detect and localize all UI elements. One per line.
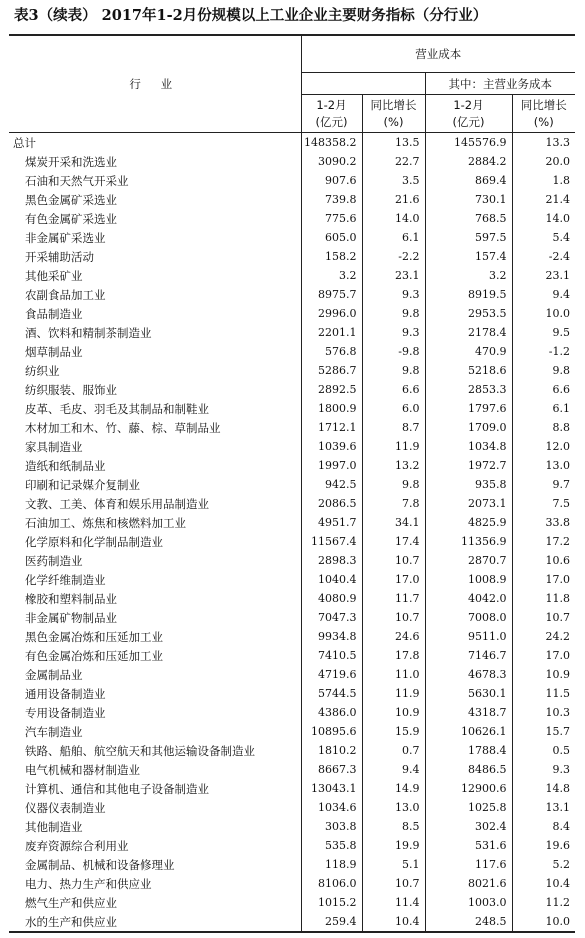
main-cost-value-cell: 4042.0 [425,589,512,608]
industry-name-cell: 其他制造业 [9,817,301,836]
table-row [9,589,575,608]
operating-cost-growth-cell: 10.4 [362,912,425,932]
industry-name-cell: 煤炭开采和洗选业 [9,152,301,171]
main-cost-growth-cell: 23.1 [512,266,575,285]
main-cost-value-cell: 2953.5 [425,304,512,323]
operating-cost-growth-cell: 11.4 [362,893,425,912]
operating-cost-value-cell: 7410.5 [301,646,362,665]
operating-cost-growth-cell: 7.8 [362,494,425,513]
table-row [9,513,575,532]
operating-cost-growth-cell: 17.4 [362,532,425,551]
operating-cost-value-cell: 2892.5 [301,380,362,399]
table-header [9,35,575,133]
operating-cost-growth-cell: 19.9 [362,836,425,855]
operating-cost-value-cell: 1034.6 [301,798,362,817]
operating-cost-growth-cell: 10.7 [362,874,425,893]
operating-cost-value-cell: 739.8 [301,190,362,209]
main-cost-growth-cell: 5.2 [512,855,575,874]
table-row [9,722,575,741]
operating-cost-value-cell: 2996.0 [301,304,362,323]
table-row [9,342,575,361]
industry-name-cell: 烟草制品业 [9,342,301,361]
industry-name-cell: 有色金属冶炼和压延加工业 [9,646,301,665]
main-cost-value-cell: 2178.4 [425,323,512,342]
main-cost-value-cell: 4318.7 [425,703,512,722]
operating-cost-value-cell: 1997.0 [301,456,362,475]
operating-cost-growth-cell: 9.4 [362,760,425,779]
operating-cost-growth-cell: 13.0 [362,798,425,817]
operating-cost-growth-cell: 15.9 [362,722,425,741]
operating-cost-growth-cell: 9.8 [362,475,425,494]
operating-cost-value-cell: 2201.1 [301,323,362,342]
main-cost-growth-cell: 10.0 [512,912,575,932]
operating-cost-growth-cell: 17.8 [362,646,425,665]
industry-name-cell: 化学纤维制造业 [9,570,301,589]
total-row [9,133,575,153]
growth-header-1 [362,95,425,133]
main-cost-growth-cell: 10.6 [512,551,575,570]
table-row [9,437,575,456]
table-row [9,380,575,399]
operating-cost-growth-cell: 14.0 [362,209,425,228]
main-cost-growth-cell: 5.4 [512,228,575,247]
industry-name-cell: 食品制造业 [9,304,301,323]
operating-cost-value-cell: 8106.0 [301,874,362,893]
operating-cost-value-cell: 942.5 [301,475,362,494]
industry-name-cell: 非金属矿物制品业 [9,608,301,627]
industry-name-cell: 文教、工美、体育和娱乐用品制造业 [9,494,301,513]
main-cost-value-cell: 2073.1 [425,494,512,513]
table-row [9,152,575,171]
main-cost-growth-cell: 13.0 [512,456,575,475]
operating-cost-growth-cell: 9.8 [362,361,425,380]
table-row [9,912,575,932]
table-row [9,228,575,247]
operating-cost-growth-cell: 3.5 [362,171,425,190]
main-cost-growth-cell: 7.5 [512,494,575,513]
main-cost-growth-cell: 6.6 [512,380,575,399]
table-row [9,551,575,570]
operating-cost-value-cell: 907.6 [301,171,362,190]
industry-name-cell: 金属制品业 [9,665,301,684]
table-row [9,741,575,760]
operating-cost-growth-cell: 9.3 [362,323,425,342]
table-row [9,418,575,437]
operating-cost-value-cell: 4719.6 [301,665,362,684]
main-cost-growth-cell: 21.4 [512,190,575,209]
main-cost-value-cell: 8919.5 [425,285,512,304]
operating-cost-value-cell: 576.8 [301,342,362,361]
main-business-cost-header: 其中：主营业务成本 [425,73,575,95]
main-cost-growth-cell: 12.0 [512,437,575,456]
operating-cost-growth-cell: 13.5 [362,133,425,153]
table-row [9,456,575,475]
operating-cost-spacer [301,73,425,95]
operating-cost-value-cell: 1015.2 [301,893,362,912]
main-cost-growth-cell: 10.7 [512,608,575,627]
main-cost-value-cell: 4678.3 [425,665,512,684]
main-cost-growth-cell: 8.8 [512,418,575,437]
industry-name-cell: 造纸和纸制品业 [9,456,301,475]
table-row [9,836,575,855]
industry-name-cell: 开采辅助活动 [9,247,301,266]
main-cost-growth-cell: -2.4 [512,247,575,266]
operating-cost-growth-cell: 9.3 [362,285,425,304]
main-cost-value-cell: 10626.1 [425,722,512,741]
industry-name-cell: 家具制造业 [9,437,301,456]
main-cost-value-cell: 2853.3 [425,380,512,399]
industry-name-cell: 水的生产和供应业 [9,912,301,932]
main-cost-growth-cell: 10.3 [512,703,575,722]
operating-cost-growth-cell: 11.7 [362,589,425,608]
main-cost-growth-cell: 14.0 [512,209,575,228]
operating-cost-growth-cell: 14.9 [362,779,425,798]
main-cost-value-cell: 597.5 [425,228,512,247]
financial-table [9,34,575,933]
industry-name-cell: 化学原料和化学制品制造业 [9,532,301,551]
industry-name-cell: 通用设备制造业 [9,684,301,703]
operating-cost-growth-cell: -9.8 [362,342,425,361]
main-cost-value-cell: 1797.6 [425,399,512,418]
main-cost-growth-cell: 19.6 [512,836,575,855]
main-cost-growth-cell: 9.8 [512,361,575,380]
main-cost-growth-cell: 1.8 [512,171,575,190]
main-cost-value-cell: 2870.7 [425,551,512,570]
main-cost-value-cell: 5630.1 [425,684,512,703]
industry-name-cell: 有色金属矿采选业 [9,209,301,228]
value-header-label: 1-2月 [453,97,484,112]
table-row [9,570,575,589]
table-row [9,817,575,836]
main-cost-value-cell: 248.5 [425,912,512,932]
industry-name-cell: 纺织服装、服饰业 [9,380,301,399]
table-row [9,266,575,285]
value-header-1 [301,95,362,133]
operating-cost-value-cell: 4080.9 [301,589,362,608]
table-row [9,285,575,304]
operating-cost-growth-cell: 11.9 [362,684,425,703]
growth-header-unit: (%) [533,114,554,129]
main-cost-value-cell: 2884.2 [425,152,512,171]
table-row [9,171,575,190]
main-cost-value-cell: 9511.0 [425,627,512,646]
main-cost-value-cell: 730.1 [425,190,512,209]
operating-cost-growth-cell: 34.1 [362,513,425,532]
industry-name-cell: 印刷和记录媒介复制业 [9,475,301,494]
industry-name-cell: 农副食品加工业 [9,285,301,304]
industry-name-cell: 石油加工、炼焦和核燃料加工业 [9,513,301,532]
table-row [9,475,575,494]
main-cost-value-cell: 1003.0 [425,893,512,912]
industry-name-cell: 黑色金属冶炼和压延加工业 [9,627,301,646]
main-cost-growth-cell: 13.1 [512,798,575,817]
operating-cost-value-cell: 5286.7 [301,361,362,380]
operating-cost-value-cell: 11567.4 [301,532,362,551]
main-cost-value-cell: 935.8 [425,475,512,494]
table-row [9,190,575,209]
industry-name-cell: 专用设备制造业 [9,703,301,722]
operating-cost-growth-cell: 13.2 [362,456,425,475]
operating-cost-growth-cell: 11.9 [362,437,425,456]
operating-cost-value-cell: 303.8 [301,817,362,836]
table-row [9,608,575,627]
main-cost-growth-cell: 24.2 [512,627,575,646]
operating-cost-growth-cell: 10.7 [362,551,425,570]
operating-cost-value-cell: 775.6 [301,209,362,228]
main-cost-value-cell: 1972.7 [425,456,512,475]
industry-name-cell: 木材加工和木、竹、藤、棕、草制品业 [9,418,301,437]
main-cost-growth-cell: 0.5 [512,741,575,760]
operating-cost-growth-cell: 9.8 [362,304,425,323]
operating-cost-growth-cell: 24.6 [362,627,425,646]
operating-cost-growth-cell: 0.7 [362,741,425,760]
operating-cost-value-cell: 1040.4 [301,570,362,589]
value-header-unit: (亿元) [315,114,348,129]
operating-cost-growth-cell: 6.1 [362,228,425,247]
industry-name-cell: 废弃资源综合利用业 [9,836,301,855]
industry-name-cell: 皮革、毛皮、羽毛及其制品和制鞋业 [9,399,301,418]
table-row [9,247,575,266]
value-header-unit: (亿元) [452,114,485,129]
operating-cost-value-cell: 4386.0 [301,703,362,722]
operating-cost-value-cell: 259.4 [301,912,362,932]
operating-cost-value-cell: 3.2 [301,266,362,285]
industry-name-cell: 医药制造业 [9,551,301,570]
main-cost-value-cell: 157.4 [425,247,512,266]
operating-cost-growth-cell: 10.9 [362,703,425,722]
operating-cost-value-cell: 5744.5 [301,684,362,703]
value-header-2 [425,95,512,133]
main-cost-value-cell: 302.4 [425,817,512,836]
industry-name-cell: 铁路、船舶、航空航天和其他运输设备制造业 [9,741,301,760]
table-row [9,779,575,798]
main-cost-value-cell: 1008.9 [425,570,512,589]
operating-cost-growth-cell: 8.5 [362,817,425,836]
table-row [9,874,575,893]
operating-cost-growth-cell: 17.0 [362,570,425,589]
table-row [9,703,575,722]
main-cost-value-cell: 8021.6 [425,874,512,893]
industry-name-cell: 金属制品、机械和设备修理业 [9,855,301,874]
main-cost-value-cell: 145576.9 [425,133,512,153]
main-cost-growth-cell: 6.1 [512,399,575,418]
operating-cost-value-cell: 148358.2 [301,133,362,153]
industry-name-cell: 酒、饮料和精制茶制造业 [9,323,301,342]
operating-cost-value-cell: 7047.3 [301,608,362,627]
main-cost-value-cell: 768.5 [425,209,512,228]
operating-cost-value-cell: 10895.6 [301,722,362,741]
table-row [9,323,575,342]
table-row [9,855,575,874]
main-cost-growth-cell: 9.4 [512,285,575,304]
table-row [9,494,575,513]
growth-header-2 [512,95,575,133]
industry-name-cell: 黑色金属矿采选业 [9,190,301,209]
main-cost-growth-cell: 17.2 [512,532,575,551]
growth-header-label: 同比增长 [370,97,417,112]
main-cost-growth-cell: 9.3 [512,760,575,779]
main-cost-value-cell: 1788.4 [425,741,512,760]
table-row [9,646,575,665]
main-cost-value-cell: 3.2 [425,266,512,285]
main-cost-growth-cell: 33.8 [512,513,575,532]
main-cost-value-cell: 8486.5 [425,760,512,779]
operating-cost-growth-cell: 21.6 [362,190,425,209]
main-cost-growth-cell: 11.2 [512,893,575,912]
main-cost-growth-cell: 20.0 [512,152,575,171]
operating-cost-growth-cell: 6.0 [362,399,425,418]
industry-name-cell: 汽车制造业 [9,722,301,741]
operating-cost-value-cell: 9934.8 [301,627,362,646]
industry-name-cell: 石油和天然气开采业 [9,171,301,190]
operating-cost-value-cell: 118.9 [301,855,362,874]
main-cost-value-cell: 7008.0 [425,608,512,627]
main-cost-value-cell: 531.6 [425,836,512,855]
operating-cost-value-cell: 2086.5 [301,494,362,513]
industry-name-cell: 非金属矿采选业 [9,228,301,247]
main-cost-value-cell: 117.6 [425,855,512,874]
main-cost-value-cell: 12900.6 [425,779,512,798]
main-cost-growth-cell: 10.0 [512,304,575,323]
main-cost-value-cell: 869.4 [425,171,512,190]
main-cost-value-cell: 470.9 [425,342,512,361]
main-cost-growth-cell: 10.9 [512,665,575,684]
operating-cost-value-cell: 1712.1 [301,418,362,437]
table-row [9,798,575,817]
operating-cost-value-cell: 4951.7 [301,513,362,532]
main-cost-value-cell: 4825.9 [425,513,512,532]
main-cost-value-cell: 11356.9 [425,532,512,551]
main-cost-growth-cell: 15.7 [512,722,575,741]
industry-name-cell: 电气机械和器材制造业 [9,760,301,779]
industry-name-cell: 其他采矿业 [9,266,301,285]
main-cost-value-cell: 1709.0 [425,418,512,437]
operating-cost-value-cell: 8975.7 [301,285,362,304]
main-cost-growth-cell: 17.0 [512,646,575,665]
main-cost-value-cell: 1025.8 [425,798,512,817]
table-row [9,399,575,418]
operating-cost-growth-cell: 6.6 [362,380,425,399]
main-cost-value-cell: 1034.8 [425,437,512,456]
main-cost-growth-cell: 14.8 [512,779,575,798]
operating-cost-growth-cell: 5.1 [362,855,425,874]
main-cost-growth-cell: 11.8 [512,589,575,608]
industry-name-cell: 仪器仪表制造业 [9,798,301,817]
table-row [9,893,575,912]
operating-cost-value-cell: 1810.2 [301,741,362,760]
main-cost-value-cell: 7146.7 [425,646,512,665]
operating-cost-value-cell: 8667.3 [301,760,362,779]
table-row [9,532,575,551]
operating-cost-value-cell: 13043.1 [301,779,362,798]
main-cost-growth-cell: 8.4 [512,817,575,836]
main-cost-growth-cell: -1.2 [512,342,575,361]
growth-header-label: 同比增长 [520,97,567,112]
operating-cost-growth-cell: 11.0 [362,665,425,684]
main-cost-value-cell: 5218.6 [425,361,512,380]
operating-cost-growth-cell: 23.1 [362,266,425,285]
operating-cost-growth-cell: -2.2 [362,247,425,266]
industry-name-cell: 橡胶和塑料制品业 [9,589,301,608]
operating-cost-value-cell: 1800.9 [301,399,362,418]
operating-cost-value-cell: 158.2 [301,247,362,266]
table-row [9,361,575,380]
industry-name-cell: 电力、热力生产和供应业 [9,874,301,893]
operating-cost-value-cell: 1039.6 [301,437,362,456]
operating-cost-growth-cell: 10.7 [362,608,425,627]
table-title: 表3（续表） 2017年1-2月份规模以上工业企业主要财务指标（分行业） [14,7,488,24]
operating-cost-value-cell: 535.8 [301,836,362,855]
main-cost-growth-cell: 11.5 [512,684,575,703]
main-cost-growth-cell: 9.5 [512,323,575,342]
table-row [9,304,575,323]
operating-cost-value-cell: 3090.2 [301,152,362,171]
main-cost-growth-cell: 13.3 [512,133,575,153]
main-cost-growth-cell: 17.0 [512,570,575,589]
table-row [9,665,575,684]
operating-cost-growth-cell: 22.7 [362,152,425,171]
operating-cost-header: 营业成本 [301,35,575,73]
main-cost-growth-cell: 10.4 [512,874,575,893]
table-body [9,133,575,933]
value-header-label: 1-2月 [316,97,347,112]
table-row [9,209,575,228]
table-row [9,760,575,779]
growth-header-unit: (%) [383,114,404,129]
industry-header: 行 业 [9,35,301,133]
industry-name-cell: 燃气生产和供应业 [9,893,301,912]
operating-cost-growth-cell: 8.7 [362,418,425,437]
industry-name-cell: 总计 [9,133,301,153]
industry-name-cell: 计算机、通信和其他电子设备制造业 [9,779,301,798]
operating-cost-value-cell: 605.0 [301,228,362,247]
main-cost-growth-cell: 9.7 [512,475,575,494]
table-row [9,684,575,703]
industry-name-cell: 纺织业 [9,361,301,380]
operating-cost-value-cell: 2898.3 [301,551,362,570]
table-row [9,627,575,646]
